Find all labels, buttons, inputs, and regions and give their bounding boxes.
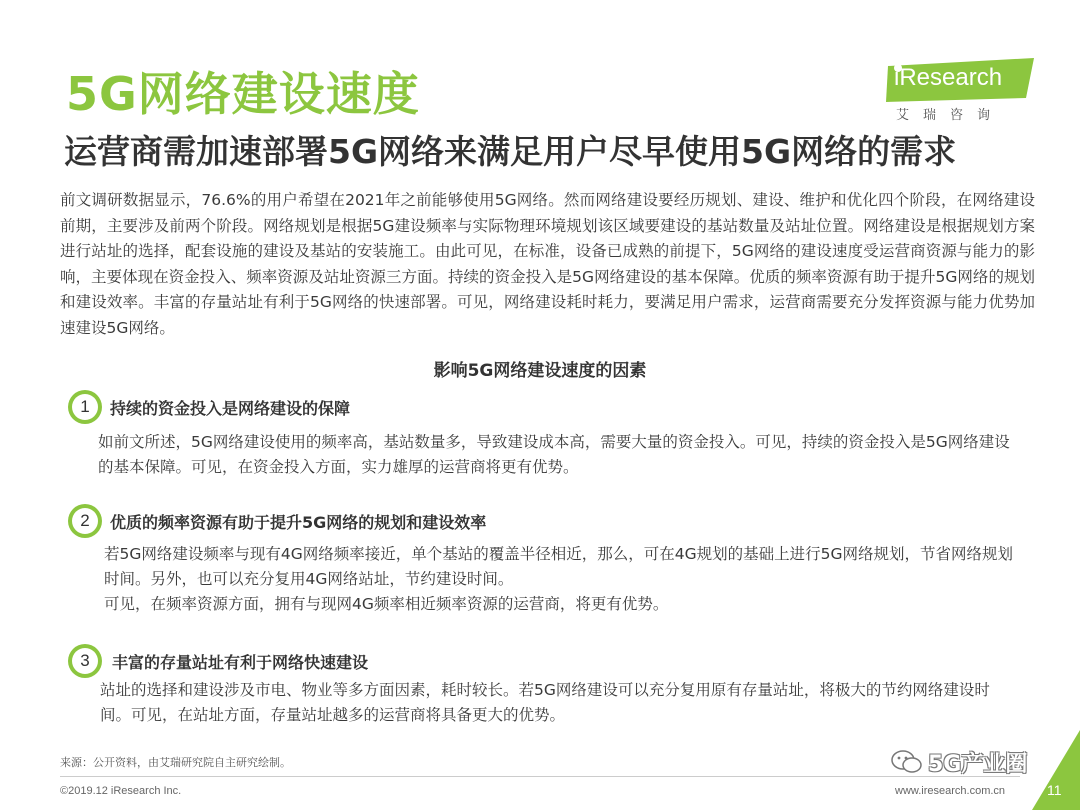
iresearch-logo — [886, 58, 1036, 128]
corner-accent-shape — [1026, 730, 1080, 810]
footer-divider — [60, 776, 1020, 777]
page-title: 5G网络建设速度 — [66, 67, 420, 121]
factor-3-number: 3 — [72, 648, 98, 674]
copyright: ©2019.12 iResearch Inc. — [60, 785, 182, 797]
page-subtitle: 运营商需加速部署5G网络来满足用户尽早使用5G网络的需求 — [64, 132, 957, 171]
factor-1-number-badge — [68, 390, 102, 424]
factor-3-number-badge — [68, 644, 102, 678]
factor-2-conclusion: 可见，在频率资源方面，拥有与现网4G频率相近频率资源的运营商，将更有优势。 — [104, 595, 669, 613]
factor-2-title: 优质的频率资源有助于提升5G网络的规划和建设效率 — [110, 513, 487, 532]
factor-1-number: 1 — [72, 394, 98, 420]
factors-heading: 影响5G网络建设速度的因素 — [433, 361, 647, 381]
watermark — [890, 744, 1027, 780]
factor-2-number-badge — [68, 504, 102, 538]
factor-3-title: 丰富的存量站址有利于网络快速建设 — [112, 653, 369, 672]
logo-cn-text: 艾瑞咨询 — [896, 108, 1005, 123]
factor-2-body: 若5G网络建设频率与现有4G网络频率接近，单个基站的覆盖半径相近，那么，可在4G规划的基础上进行5G网络规划，节省网络规划时间。另外，也可以充分复用4G网络站址，节约建设时间。 — [104, 545, 1013, 588]
factor-3-body: 站址的选择和建设涉及市电、物业等多方面因素，耗时较长。若5G网络建设可以充分复用原有存量站址，将极大的节约网络建设时间。可见，在站址方面，存量站址越多的运营商将具备更大的优势。 — [100, 681, 990, 724]
factor-1-body: 如前文所述，5G网络建设使用的频率高，基站数量多，导致建设成本高，需要大量的资金投入。可见，持续的资金投入是5G网络建设的基本保障。可见，在资金投入方面，实力雄厚的运营商将更有优势。 — [98, 433, 1010, 476]
page-number: 11 — [1047, 782, 1062, 798]
logo-brand-text: iResearch — [894, 64, 1003, 91]
factor-2-number: 2 — [72, 508, 98, 534]
factor-1-title: 持续的资金投入是网络建设的保障 — [110, 399, 351, 418]
source-note: 来源：公开资料，由艾瑞研究院自主研究绘制。 — [60, 756, 291, 769]
intro-paragraph: 前文调研数据显示，76.6%的用户希望在2021年之前能够使用5G网络。然而网络建设要经历规划、建设、维护和优化四个阶段，在网络建设前期，主要涉及前两个阶段。网络规划是根据5G建设频率与实际物理环境规划该区域要建设的基站数量及站址位置。网络建设是根据规划方案进行站址的选择，配套设施的建设及基站的安装施工。由此可见，在标准，设备已成熟的前提下，5G网络的建设速度受运营商资源与能力的影响，主要体现在资金投入、频率资源及站址资源三方面。持续的资金投入是5G网络建设的基本保障。优质的频率资源有助于提升5G网络的规划和建设效率。丰富的存量站址有利于5G网络的快速部署。可见，网络建设耗时耗力，要满足用户需求，运营商需要充分发挥资源与能力优势加速建设5G网络。 — [60, 191, 1035, 337]
website-url: www.iresearch.com.cn — [895, 785, 1006, 797]
wechat-icon — [890, 748, 924, 776]
watermark-text: 5G产业圈 — [928, 751, 1028, 777]
